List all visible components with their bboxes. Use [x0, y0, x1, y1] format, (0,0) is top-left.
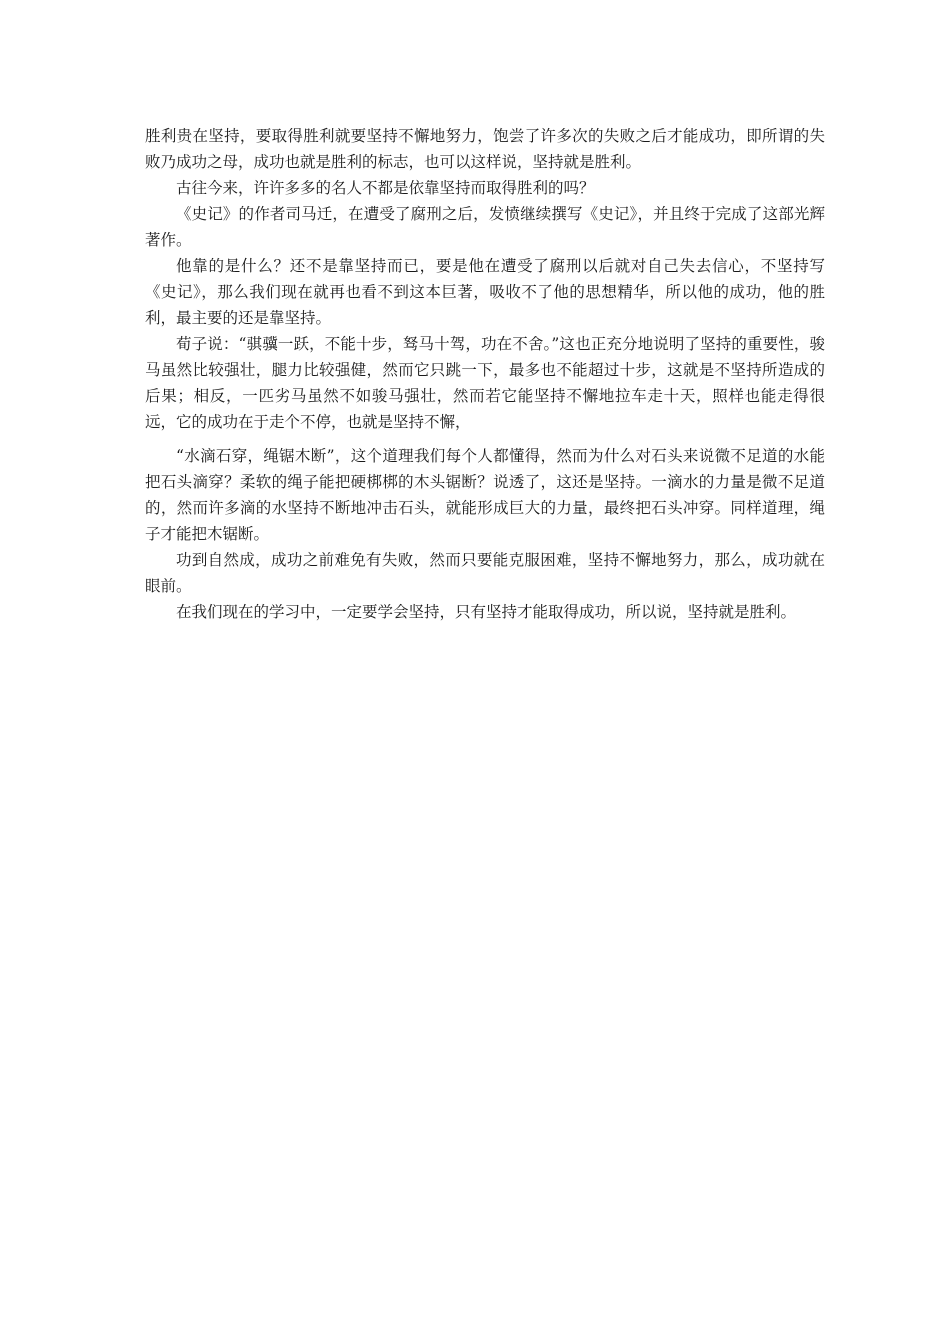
paragraph-8: 在我们现在的学习中，一定要学会坚持，只有坚持才能取得成功，所以说，坚持就是胜利。 [176, 603, 797, 621]
paragraph-1: 胜利贵在坚持，要取得胜利就要坚持不懈地努力，饱尝了许多次的失败之后才能成功，即所谓的失败乃成功之母，成功也就是胜利的标志，也可以这样说，坚持就是胜利。 [145, 127, 825, 171]
paragraph-7: 功到自然成，成功之前难免有失败，然而只要能克服困难，坚持不懈地努力，那么，成功就在眼前。 [145, 551, 825, 595]
paragraph-2: 古往今来，许许多多的名人不都是依靠坚持而取得胜利的吗？ [176, 179, 595, 197]
document-body [145, 123, 825, 625]
paragraph-6: “水滴石穿，绳锯木断”，这个道理我们每个人都懂得，然而为什么对石头来说微不足道的水能把石头滴穿？柔软的绳子能把硬梆梆的木头锯断？说透了，这还是坚持。一滴水的力量是微不足道的，然而许多滴的水坚持不断地冲击石头，就能形成巨大的力量，最终把石头冲穿。同样道理，绳子才能把木锯断。 [145, 447, 825, 543]
paragraph-4: 他靠的是什么？还不是靠坚持而已，要是他在遭受了腐刑以后就对自己失去信心，不坚持写《史记》，那么我们现在就再也看不到这本巨著，吸收不了他的思想精华，所以他的成功，他的胜利，最主要的还是靠坚持。 [145, 257, 825, 327]
paragraph-5: 荀子说：“骐骥一跃，不能十步，驽马十驾，功在不舍。”这也正充分地说明了坚持的重要性，骏马虽然比较强壮，腿力比较强健，然而它只跳一下，最多也不能超过十步，这就是不坚持所造成的后果；相反，一匹劣马虽然不如骏马强壮，然而若它能坚持不懈地拉车走十天，照样也能走得很远，它的成功在于走个不停，也就是坚持不懈， [145, 335, 825, 431]
paragraph-3: 《史记》的作者司马迁，在遭受了腐刑之后，发愤继续撰写《史记》，并且终于完成了这部光辉著作。 [145, 205, 825, 249]
